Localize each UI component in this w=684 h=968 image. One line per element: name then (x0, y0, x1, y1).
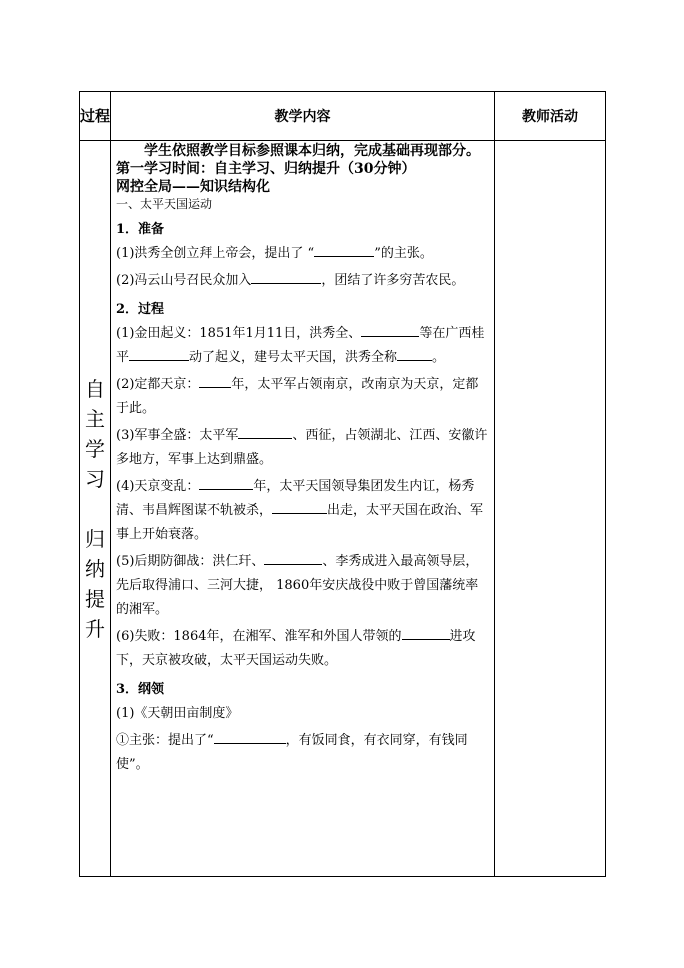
fill-blank[interactable] (272, 499, 327, 514)
side-char: 纳 (85, 556, 105, 581)
body-row (80, 141, 606, 877)
intro-structure-title: 网控全局——知识结构化 (116, 179, 270, 195)
side-char: 归 (85, 526, 105, 551)
side-char: 习 (85, 466, 105, 491)
item-line: (6)失败：1864年，在湘军、淮军和外国人带领的 进攻下，天京被攻破，太平天国运动失败。 (116, 625, 488, 673)
header-teacher-text: 教师活动 (522, 109, 578, 125)
fill-blank[interactable] (129, 346, 189, 361)
item-line: ①主张：提出了“ ，有饭同食，有衣同穿，有钱同使”。 (116, 729, 488, 777)
fill-blank[interactable] (402, 625, 450, 640)
side-char: 升 (85, 616, 105, 641)
side-char: 自 (85, 376, 105, 401)
side-char: 提 (85, 586, 105, 611)
fill-blank[interactable] (199, 475, 253, 490)
item-line: (1)金田起义：1851年1月11日，洪秀全、 等在广西桂平 动了起义，建号太平天国，洪秀全称 。 (116, 322, 488, 370)
side-label (80, 141, 111, 877)
side-char: 学 (85, 436, 105, 461)
subsection-title-program: 3．纲领 (116, 682, 165, 697)
intro-paragraph: 学生依照教学目标参照课本归纳，完成基础再现部分。 (144, 143, 480, 159)
fill-blank[interactable] (361, 322, 419, 337)
item-line: (5)后期防御战：洪仁玕、 、李秀成进入最高领导层，先后取得浦口、三河大捷， 1860年安庆战役中败于曾国藩统率的湘军。 (116, 550, 488, 622)
header-process-text: 过程 (80, 107, 111, 125)
subsection-title-prep: 1．准备 (116, 222, 165, 237)
intro-block (116, 142, 488, 196)
section-heading: 一、太平天国运动 (116, 197, 213, 211)
header-process (80, 92, 111, 141)
header-content (111, 92, 495, 141)
fill-blank[interactable] (251, 269, 321, 284)
item-line: (4)天京变乱： 年，太平天国领导集团发生内讧，杨秀清、韦昌辉图谋不轨被杀， 出走，太平天国在政治、军事上开始衰落。 (116, 475, 488, 547)
side-char: 主 (85, 406, 105, 431)
item-line: (2)冯云山号召民众加入 ，团结了许多穷苦农民。 (116, 269, 488, 293)
header-content-text: 教学内容 (274, 109, 331, 125)
header-teacher-activity (495, 92, 606, 141)
teacher-activity-cell (495, 141, 606, 877)
fill-blank[interactable] (214, 729, 286, 744)
item-line: (1)洪秀全创立拜上帝会，提出了 “ ”的主张。 (116, 242, 488, 266)
fill-blank[interactable] (199, 373, 231, 388)
fill-blank[interactable] (314, 242, 374, 257)
teaching-content (111, 141, 495, 877)
header-row (80, 92, 606, 141)
intro-session-title: 第一学习时间：自主学习、归纳提升（30分钟） (116, 161, 416, 177)
item-line: (3)军事全盛：太平军 、西征，占领湖北、江西、安徽许多地方，军事上达到鼎盛。 (116, 424, 488, 472)
fill-blank[interactable] (238, 424, 292, 439)
lesson-plan-table (79, 91, 606, 877)
item-line: (2)定都天京： 年，太平军占领南京，改南京为天京，定都于此。 (116, 373, 488, 421)
subsection-title-process: 2．过程 (116, 302, 165, 317)
fill-blank[interactable] (264, 550, 322, 565)
fill-blank[interactable] (397, 346, 432, 361)
item-line: (1)《天朝田亩制度》 (116, 706, 239, 721)
